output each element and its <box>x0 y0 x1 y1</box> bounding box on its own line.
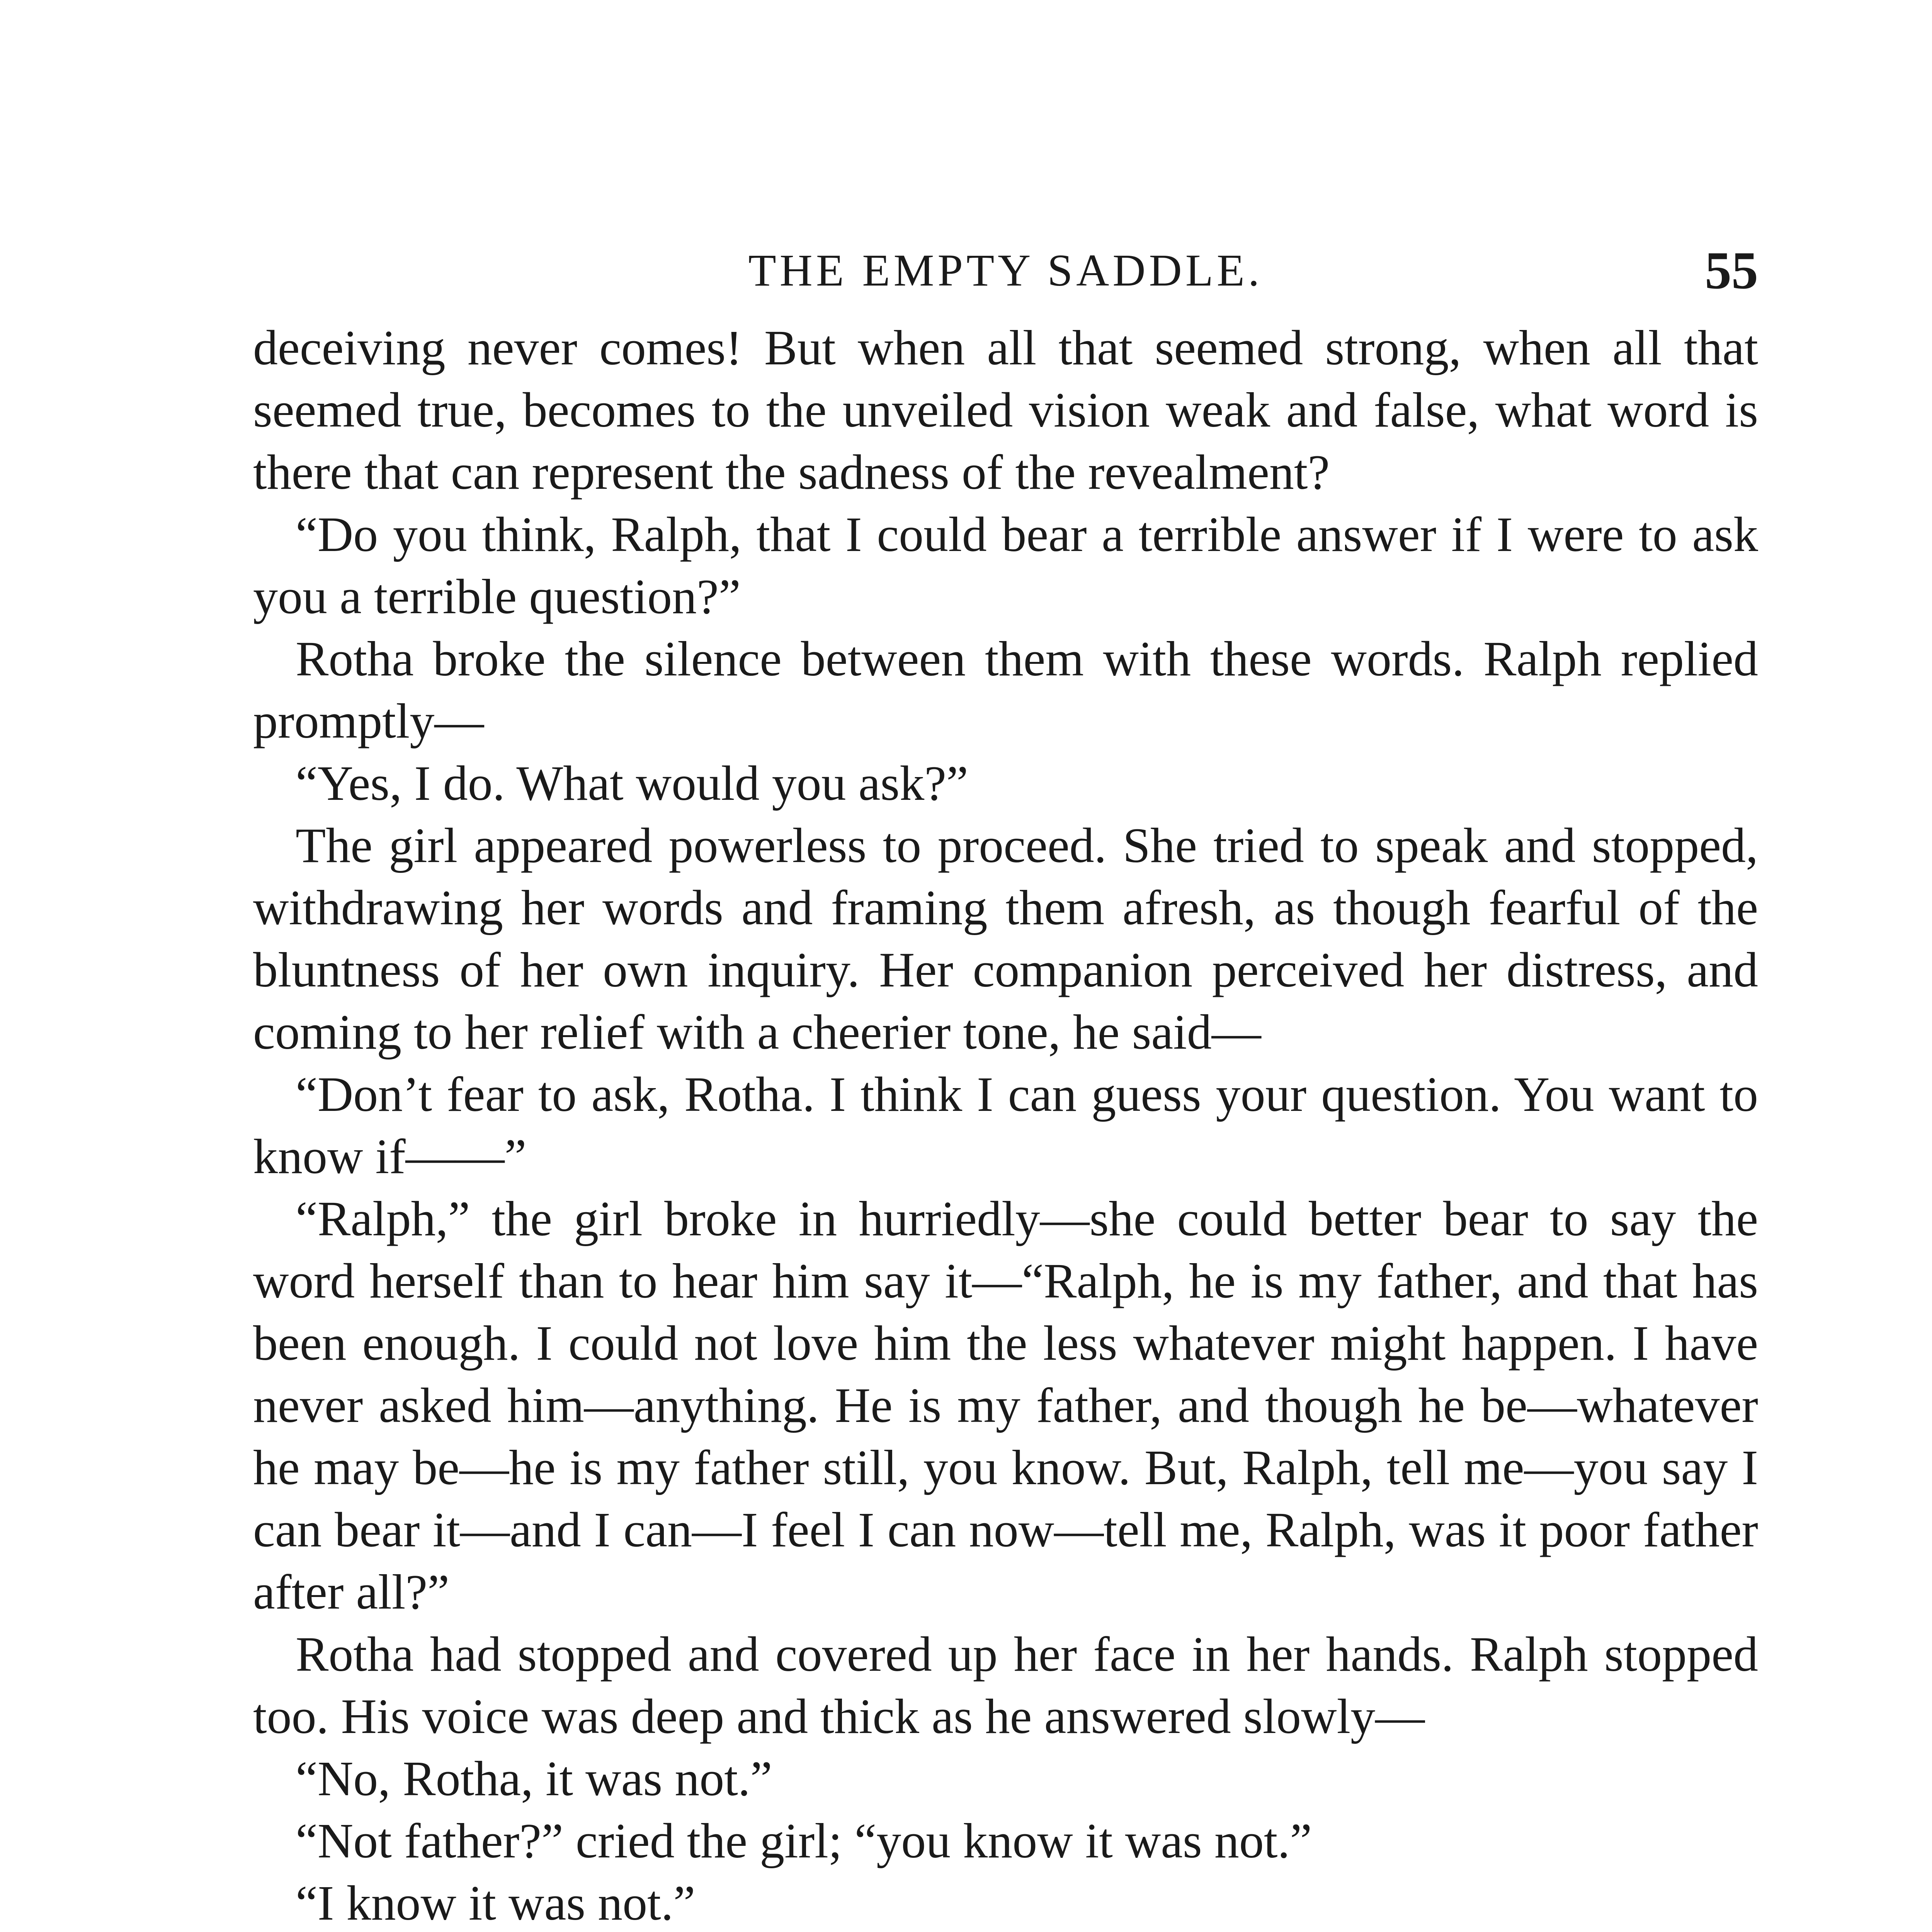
page-number: 55 <box>1705 241 1758 300</box>
running-head: THE EMPTY SADDLE. <box>748 245 1263 296</box>
paragraph: “Ralph,” the girl broke in hurriedly—she could better bear to say the word herself than to hear him say it—“Ralph, he is my father, and that has been enough. I could not love him the less whatever might happen. I have never asked him—anything. He is my father, and though he be—whatever he may be—he is my father still, you know. But, Ralph, tell me—you say I can bear it—and I can—I feel I can now—tell me, Ralph, was it poor father after all?” <box>253 1191 1758 1619</box>
paragraph: “No, Rotha, it was not.” <box>296 1751 772 1806</box>
paragraph: “Not father?” cried the girl; “you know it was not.” <box>296 1813 1312 1868</box>
paragraph: deceiving never comes! But when all that seemed strong, when all that seemed true, becomes to the unveiled vision weak and false, what word is there that can represent the sadness of the revealment? <box>253 320 1758 500</box>
body-text <box>253 317 1758 1932</box>
paragraph: “Yes, I do. What would you ask?” <box>296 756 968 811</box>
paragraph: Rotha had stopped and covered up her face in her hands. Ralph stopped too. His voice was deep and thick as he answered slowly— <box>253 1627 1758 1744</box>
paragraph: Rotha broke the silence between them with these words. Ralph replied promptly— <box>253 631 1758 748</box>
paragraph: “I know it was not.” <box>296 1876 696 1930</box>
paragraph: The girl appeared powerless to proceed. She tried to speak and stopped, withdrawing her words and framing them afresh, as though fearful of the bluntness of her own inquiry. Her companion perceived her distress, and coming to her relief with a cheerier tone, he said— <box>253 818 1758 1060</box>
page-header <box>253 232 1758 309</box>
paragraph: “Don’t fear to ask, Rotha. I think I can guess your question. You want to know if——” <box>253 1067 1758 1184</box>
paragraph: “Do you think, Ralph, that I could bear a terrible answer if I were to ask you a terrible question?” <box>253 507 1758 624</box>
